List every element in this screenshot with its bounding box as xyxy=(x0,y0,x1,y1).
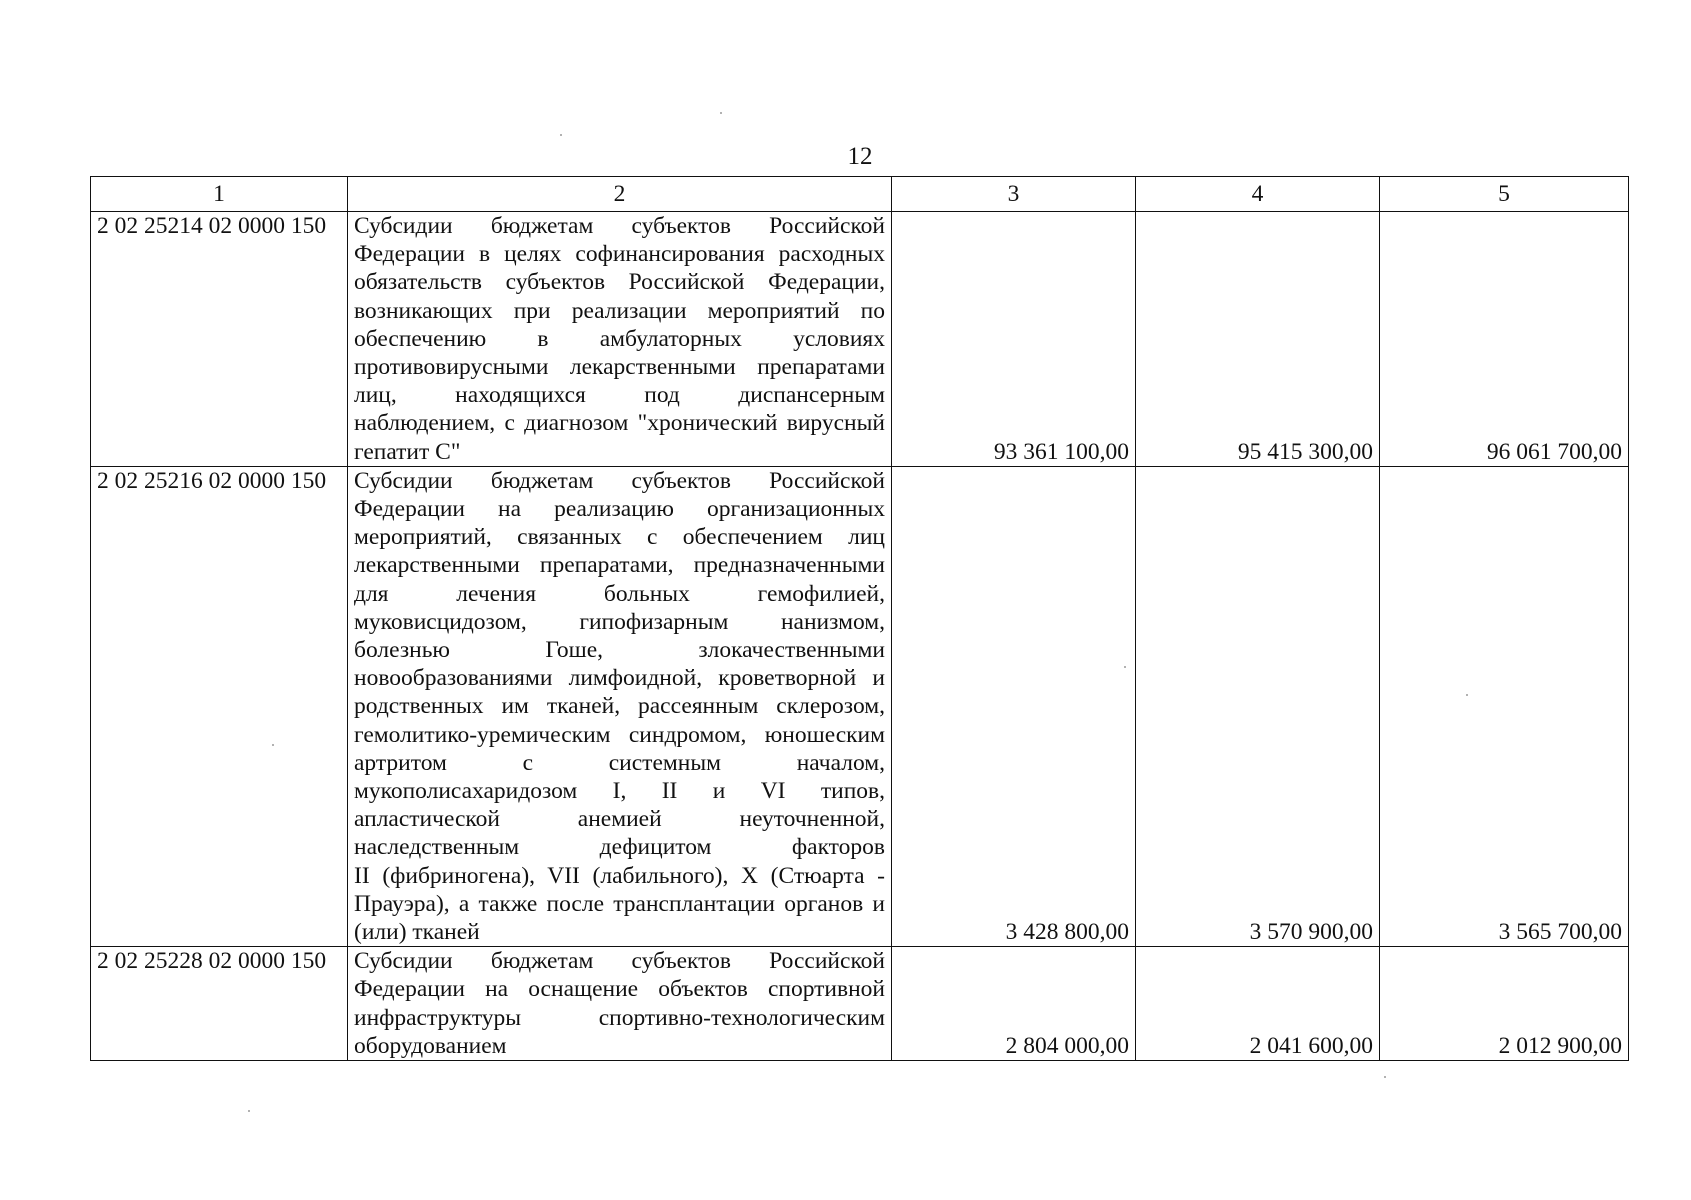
description-line: лекарственными препаратами, предназначенными xyxy=(354,552,885,579)
description-cell xyxy=(348,947,892,1061)
description-line: инфраструктуры спортивно-технологическим xyxy=(354,1004,885,1031)
table-header-row xyxy=(91,177,1629,212)
amount-cell-col5: 2 012 900,00 xyxy=(1380,947,1629,1061)
description-line: возникающих при реализации мероприятий по xyxy=(354,297,885,324)
description-line: новообразованиями лимфоидной, кроветворной и xyxy=(354,665,885,692)
description-line: артритом с системным началом, xyxy=(354,749,885,776)
description-line: Федерации на реализацию организационных xyxy=(354,496,885,523)
description-line: обеспечению в амбулаторных условиях xyxy=(354,325,885,352)
amount-cell-col4: 95 415 300,00 xyxy=(1136,212,1380,467)
budget-code-cell: 2 02 25228 02 0000 150 xyxy=(91,947,348,1061)
description-line: (или) тканей xyxy=(354,919,480,946)
description-line: Федерации на оснащение объектов спортивной xyxy=(354,976,885,1003)
amount-cell-col5: 96 061 700,00 xyxy=(1380,212,1629,467)
description-line: апластической анемией неуточненной, xyxy=(354,806,885,833)
header-cell-3: 3 xyxy=(892,177,1136,212)
scan-speck xyxy=(560,134,562,136)
amount-cell-col4: 3 570 900,00 xyxy=(1136,466,1380,946)
description-line: гемолитико-уремическим синдромом, юношеским xyxy=(354,721,885,748)
description-cell xyxy=(348,466,892,946)
description-line: муковисцидозом, гипофизарным нанизмом, xyxy=(354,608,885,635)
header-cell-5: 5 xyxy=(1380,177,1629,212)
budget-table xyxy=(90,176,1629,1061)
scan-speck xyxy=(272,744,274,746)
description-line: мукополисахаридозом I, II и VI типов, xyxy=(354,778,885,805)
budget-code-cell: 2 02 25216 02 0000 150 xyxy=(91,466,348,946)
scan-speck xyxy=(1466,694,1468,696)
amount-cell-col3: 3 428 800,00 xyxy=(892,466,1136,946)
amount-cell-col5: 3 565 700,00 xyxy=(1380,466,1629,946)
amount-cell-col4: 2 041 600,00 xyxy=(1136,947,1380,1061)
table-row xyxy=(91,212,1629,467)
description-line: обязательств субъектов Российской Федерации, xyxy=(354,269,885,296)
header-cell-4: 4 xyxy=(1136,177,1380,212)
description-line: оборудованием xyxy=(354,1032,507,1059)
description-line: гепатит С" xyxy=(354,438,461,465)
table-row xyxy=(91,947,1629,1061)
table-row xyxy=(91,466,1629,946)
description-line: мероприятий, связанных с обеспечением лиц xyxy=(354,524,885,551)
description-line: II (фибриногена), VII (лабильного), X (Стюарта - xyxy=(354,862,885,889)
description-line: наблюдением, с диагнозом "хронический вирусный xyxy=(354,410,885,437)
description-line: наследственным дефицитом факторов xyxy=(354,834,885,861)
description-line: Субсидии бюджетам субъектов Российской xyxy=(354,948,885,975)
scan-speck xyxy=(248,1110,250,1112)
amount-cell-col3: 2 804 000,00 xyxy=(892,947,1136,1061)
scan-speck xyxy=(1124,666,1126,668)
header-cell-2: 2 xyxy=(348,177,892,212)
description-line: противовирусными лекарственными препаратами xyxy=(354,354,885,381)
page-number: 12 xyxy=(847,143,873,170)
description-line: родственных им тканей, рассеянным склерозом, xyxy=(354,693,885,720)
scan-speck xyxy=(720,112,722,114)
description-line: Субсидии бюджетам субъектов Российской xyxy=(354,213,885,239)
description-line: Субсидии бюджетам субъектов Российской xyxy=(354,467,885,494)
header-cell-1: 1 xyxy=(91,177,348,212)
description-line: болезнью Гоше, злокачественными xyxy=(354,637,885,664)
description-line: Прауэра), а также после трансплантации органов и xyxy=(354,890,885,917)
description-line: Федерации в целях софинансирования расходных xyxy=(354,241,885,268)
budget-code-cell: 2 02 25214 02 0000 150 xyxy=(91,212,348,467)
description-cell xyxy=(348,212,892,467)
amount-cell-col3: 93 361 100,00 xyxy=(892,212,1136,467)
scan-speck xyxy=(1384,1076,1386,1078)
description-line: лиц, находящихся под диспансерным xyxy=(354,382,885,409)
description-line: для лечения больных гемофилией, xyxy=(354,580,885,607)
